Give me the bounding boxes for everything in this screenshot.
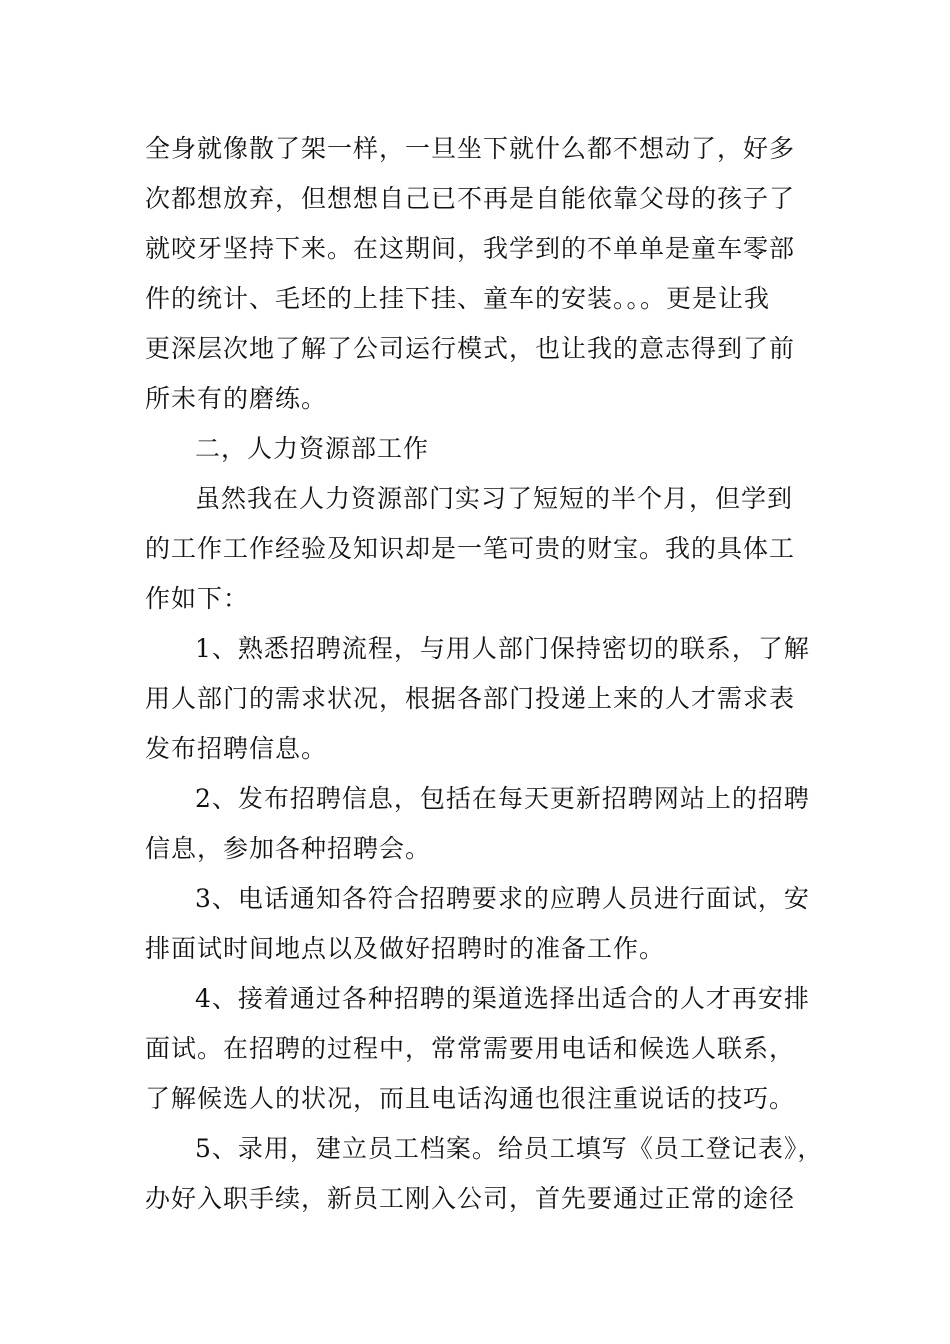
text-line: 面试。在招聘的过程中，常常需要用电话和候选人联系， <box>145 1034 796 1063</box>
text-line: 发布招聘信息。 <box>145 734 328 763</box>
text-line: 作如下： <box>145 584 250 613</box>
list-item-line: 3、电话通知各符合招聘要求的应聘人员进行面试，安 <box>195 884 810 913</box>
text-line: 虽然我在人力资源部门实习了短短的半个月，但学到 <box>195 484 794 513</box>
text-line: 办好入职手续，新员工刚入公司，首先要通过正常的途径 <box>145 1184 796 1213</box>
section-heading: 二，人力资源部工作 <box>195 434 430 463</box>
text-line: 就咬牙坚持下来。在这期间，我学到的不单单是童车零部 <box>145 234 796 263</box>
text-line: 信息，参加各种招聘会。 <box>145 834 432 863</box>
text-line: 用人部门的需求状况，根据各部门投递上来的人才需求表 <box>145 684 796 713</box>
text-line: 所未有的磨练。 <box>145 384 328 413</box>
text-line: 更深层次地了解了公司运行模式，也让我的意志得到了前 <box>145 334 796 363</box>
text-line: 件的统计、毛坯的上挂下挂、童车的安装。。。更是让我 <box>145 284 771 313</box>
list-item-line: 4、接着通过各种招聘的渠道选择出适合的人才再安排 <box>195 984 810 1013</box>
list-item-line: 2、发布招聘信息，包括在每天更新招聘网站上的招聘 <box>195 784 810 813</box>
text-line: 次都想放弃，但想想自己已不再是自能依靠父母的孩子了 <box>145 184 796 213</box>
text-line: 了解候选人的状况，而且电话沟通也很注重说话的技巧。 <box>145 1084 796 1113</box>
list-item-line: 1、熟悉招聘流程，与用人部门保持密切的联系，了解 <box>195 634 810 663</box>
list-item-line: 5、录用，建立员工档案。给员工填写《员工登记表》， <box>195 1134 824 1163</box>
text-line: 全身就像散了架一样，一旦坐下就什么都不想动了，好多 <box>145 134 796 163</box>
text-line: 排面试时间地点以及做好招聘时的准备工作。 <box>145 934 666 963</box>
text-line: 的工作工作经验及知识却是一笔可贵的财宝。我的具体工 <box>145 534 796 563</box>
